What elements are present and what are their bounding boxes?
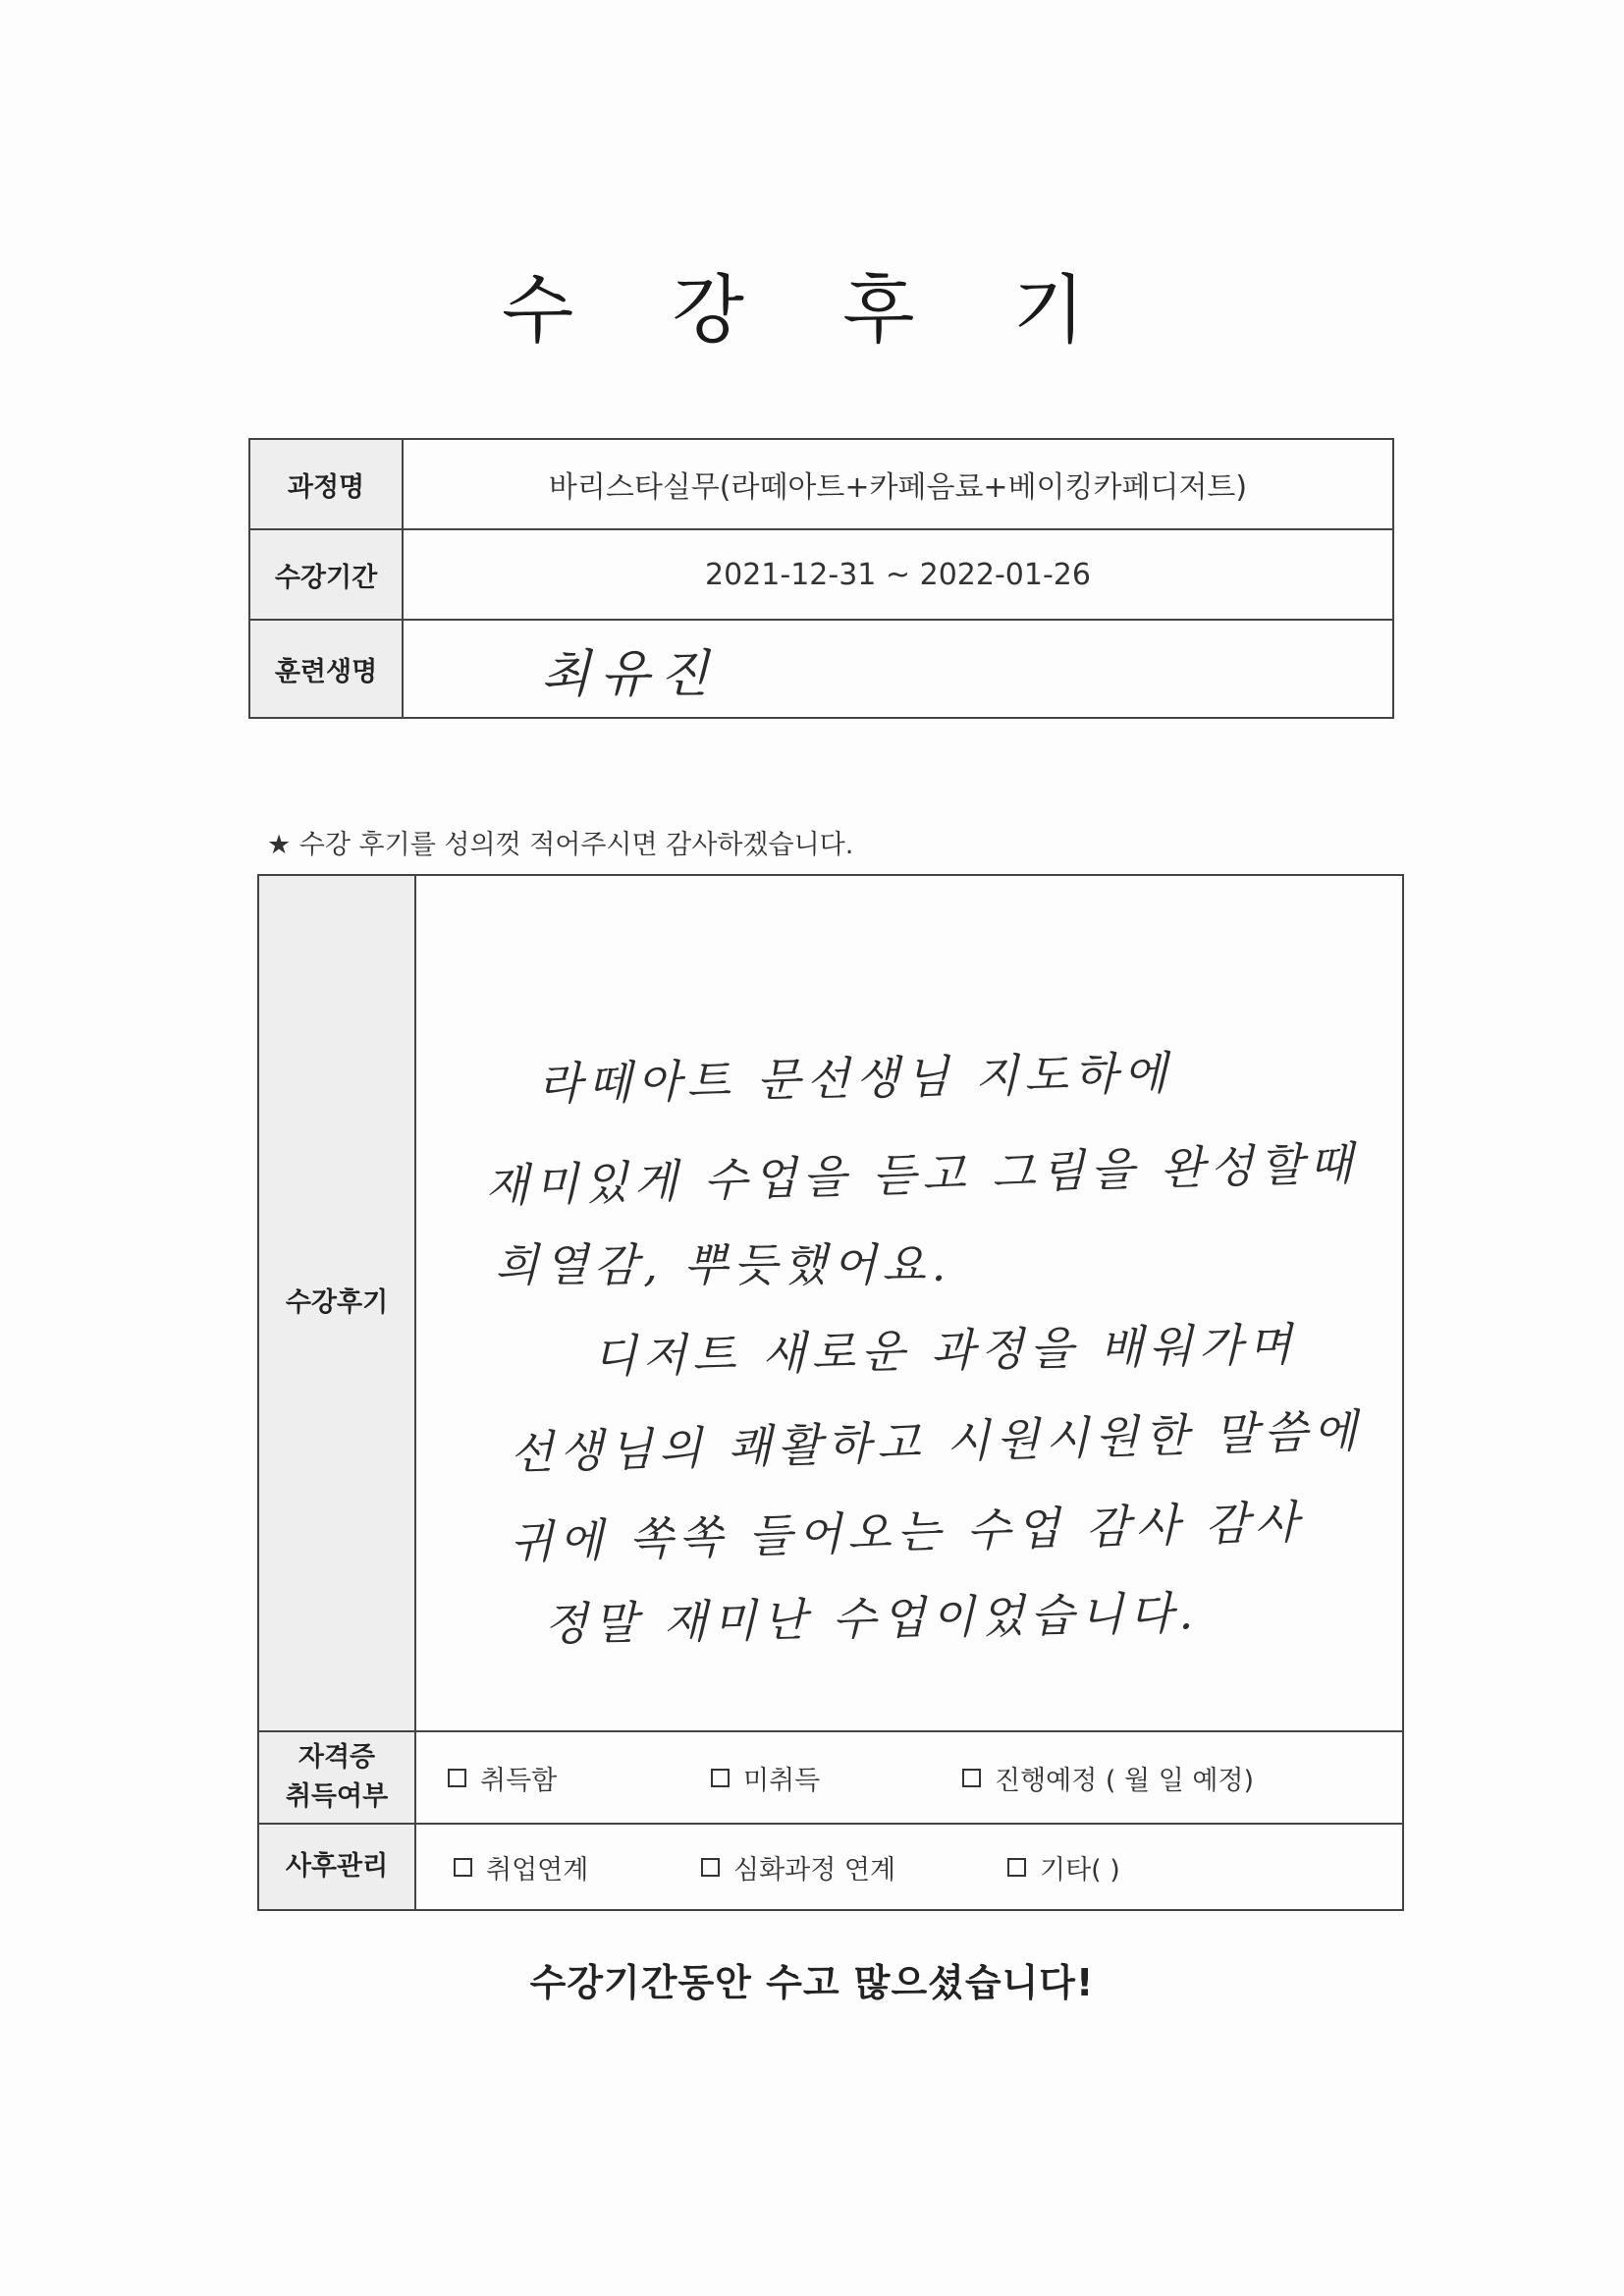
review-line-4: 디저트 새로운 과정을 배워가며 — [592, 1317, 1299, 1384]
checkbox-icon[interactable] — [701, 1858, 720, 1877]
period-label: 수강기간 — [249, 529, 403, 620]
checkbox-icon[interactable] — [711, 1769, 730, 1787]
period-value: 2021-12-31 ~ 2022-01-26 — [403, 529, 1393, 620]
course-row — [249, 439, 1393, 529]
course-value: 바리스타실무(라떼아트+카페음료+베이킹카페디저트) — [403, 439, 1393, 529]
trainee-signature: 최유진 — [541, 644, 719, 704]
checkbox-icon[interactable] — [454, 1858, 472, 1877]
certificate-label — [258, 1731, 415, 1824]
checkbox-icon[interactable] — [448, 1769, 466, 1787]
review-label: 수강후기 — [258, 875, 415, 1731]
aftercare-label: 사후관리 — [258, 1824, 415, 1910]
review-line-7: 정말 재미난 수업이었습니다. — [543, 1586, 1200, 1651]
notice-text: ★ 수강 후기를 성의껏 적어주시면 감사하겠습니다. — [267, 830, 854, 860]
checkbox-icon[interactable] — [962, 1769, 981, 1787]
certificate-option-scheduled[interactable]: 진행예정 ( 월 일 예정) — [962, 1759, 1254, 1797]
review-body — [415, 875, 1403, 1731]
aftercare-option-advanced-course[interactable]: 심화과정 연계 — [701, 1848, 895, 1886]
certificate-label-line2: 취득여부 — [285, 1781, 389, 1812]
review-line-6: 귀에 쏙쏙 들어오는 수업 감사 감사 — [509, 1495, 1305, 1569]
course-info-table — [248, 438, 1394, 719]
certificate-row — [258, 1731, 1403, 1824]
trainee-label: 훈련생명 — [249, 620, 403, 718]
page-title: 수 강 후 기 — [501, 266, 1123, 354]
review-row — [258, 875, 1403, 1731]
checkbox-icon[interactable] — [1007, 1858, 1026, 1877]
trainee-cell — [403, 620, 1393, 718]
review-line-5: 선생님의 쾌활하고 시원시원한 말씀에 — [509, 1403, 1364, 1480]
review-line-3: 희열감, 뿌듯했어요. — [495, 1238, 952, 1291]
aftercare-option-employment[interactable]: 취업연계 — [454, 1848, 588, 1886]
aftercare-options — [415, 1824, 1403, 1910]
certificate-options — [415, 1731, 1403, 1824]
trainee-row — [249, 620, 1393, 718]
certificate-option-not-obtained[interactable]: 미취득 — [711, 1759, 820, 1797]
review-line-1: 라떼아트 문선생님 지도하에 — [537, 1046, 1173, 1111]
certificate-label-line1: 자격증 — [298, 1742, 376, 1773]
aftercare-row — [258, 1824, 1403, 1910]
review-line-2: 재미있게 수업을 듣고 그림을 완성할때 — [484, 1136, 1360, 1213]
footer-message: 수강기간동안 수고 많으셨습니다! — [529, 1961, 1095, 2004]
certificate-option-obtained[interactable]: 취득함 — [448, 1759, 557, 1797]
aftercare-option-other[interactable]: 기타( ) — [1007, 1848, 1120, 1886]
period-row — [249, 529, 1393, 620]
review-table — [257, 874, 1404, 1911]
course-label: 과정명 — [249, 439, 403, 529]
